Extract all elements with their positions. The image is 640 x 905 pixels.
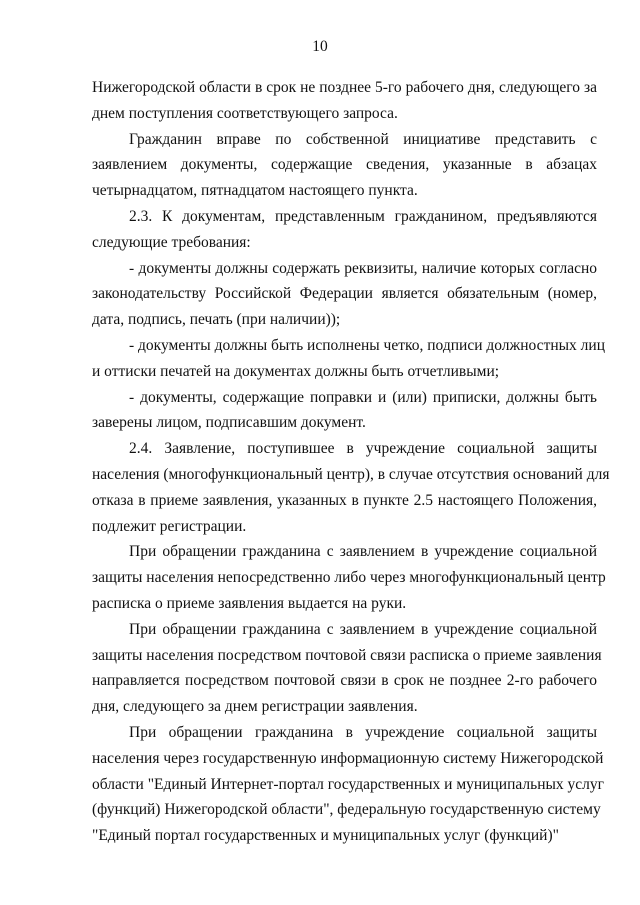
page-number: 10: [312, 38, 328, 55]
paragraph: [92, 720, 605, 849]
text-line: подлежит регистрации.: [92, 517, 247, 535]
text-line: защиты населения непосредственно либо через многофункциональный центр: [92, 569, 606, 587]
text-line: Гражданин вправе по собственной инициативе представить с: [129, 130, 597, 148]
paragraph: [92, 75, 597, 127]
paragraph: [92, 256, 597, 333]
text-line: населения (многофункциональный центр), в случае отсутствия оснований для: [92, 465, 610, 483]
text-line: Нижегородской области в срок не позднее 5-го рабочего дня, следующего за: [92, 79, 597, 96]
text-line: 2.4. Заявление, поступившее в учреждение социальной защиты: [129, 440, 597, 458]
paragraph: [92, 127, 597, 204]
text-line: "Единый портал государственных и муниципальных услуг (функций)": [92, 827, 559, 845]
paragraph: [92, 617, 602, 720]
text-line: При обращении гражданина в учреждение социальной защиты: [129, 723, 597, 741]
text-line: днем поступления соответствующего запроса.: [92, 104, 398, 122]
text-line: - документы должны содержать реквизиты, наличие которых согласно: [129, 259, 597, 277]
text-line: дня, следующего за днем регистрации заявления.: [92, 698, 418, 716]
paragraph: [92, 204, 597, 256]
text-line: дата, подпись, печать (при наличии));: [92, 311, 341, 329]
text-line: расписка о приеме заявления выдается на руки.: [92, 594, 407, 612]
text-line: заявлением документы, содержащие сведения, указанные в абзацах: [92, 156, 597, 174]
text-line: - документы, содержащие поправки и (или) приписки, должны быть: [129, 388, 597, 406]
text-line: законодательству Российской Федерации является обязательным (номер,: [92, 285, 597, 303]
text-line: следующие требования:: [92, 233, 251, 251]
text-line: 2.3. К документам, представленным гражданином, предъявляются: [129, 207, 597, 225]
paragraph: [92, 539, 606, 616]
paragraph: [92, 436, 610, 539]
text-line: и оттиски печатей на документах должны быть отчетливыми;: [92, 362, 500, 380]
document-body: [92, 75, 610, 849]
text-line: При обращении гражданина с заявлением в учреждение социальной: [129, 620, 597, 638]
text-line: отказа в приеме заявления, указанных в пункте 2.5 настоящего Положения,: [92, 491, 597, 509]
paragraph: [92, 385, 597, 437]
text-line: (функций) Нижегородской области", федеральную государственную систему: [92, 801, 601, 819]
text-line: При обращении гражданина с заявлением в учреждение социальной: [129, 543, 597, 561]
text-line: защиты населения посредством почтовой связи расписка о приеме заявления: [92, 646, 602, 664]
text-line: области "Единый Интернет-портал государственных и муниципальных услуг: [92, 775, 605, 793]
text-line: населения через государственную информационную систему Нижегородской: [92, 749, 604, 767]
text-line: направляется посредством почтовой связи в срок не позднее 2-го рабочего: [92, 672, 597, 690]
paragraph: [92, 333, 605, 385]
text-line: - документы должны быть исполнены четко, подписи должностных лиц: [129, 336, 605, 354]
text-line: четырнадцатом, пятнадцатом настоящего пункта.: [92, 182, 418, 200]
text-line: заверены лицом, подписавшим документ.: [92, 414, 366, 432]
